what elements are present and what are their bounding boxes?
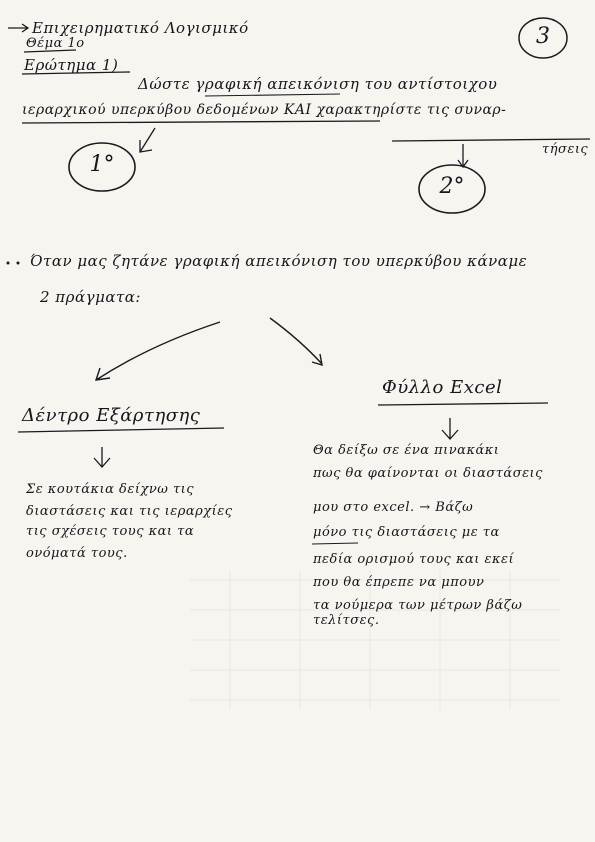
right-text-line-7: τα νούμερα των μέτρων βάζω — [313, 598, 523, 613]
arrow-to-marker2 — [458, 144, 468, 167]
question-line-3: τήσεις — [542, 142, 589, 157]
left-down-arrow — [94, 447, 110, 467]
arrow-to-marker1 — [140, 128, 155, 152]
question-line-2: ιεραρχικού υπερκύβου δεδομένων ΚΑΙ χαρακτηρίστε τις συναρ- — [22, 102, 507, 118]
right-text-line-2: πως θα φαίνονται οι διαστάσεις — [313, 466, 543, 481]
subject-arrow — [8, 24, 28, 32]
bullet-dot-1 — [7, 262, 10, 265]
only-underline — [312, 543, 358, 544]
marker-1: 1° — [89, 152, 115, 177]
left-text-line-3: τις σχέσεις τους και τα — [26, 524, 195, 539]
right-title-underline — [378, 403, 548, 405]
right-text-line-1: Θα δείξω σε ένα πινακάκι — [313, 443, 500, 458]
branch-right-title: Φύλλο Excel — [382, 377, 503, 398]
intro-line-1: Όταν μας ζητάνε γραφική απεικόνιση του υπερκύβου κάναμε — [30, 252, 528, 270]
line1-underline — [205, 94, 340, 96]
marker-2: 2° — [439, 174, 465, 199]
show-through-grid — [190, 570, 560, 710]
right-text-line-3: μου στο excel. → Βάζω — [313, 500, 474, 515]
bullet-dot-2 — [17, 262, 20, 265]
branch-left-title: Δέντρο Εξάρτησης — [22, 405, 201, 426]
left-text-line-4: ονόματά τους. — [26, 546, 128, 561]
left-title-underline — [18, 428, 224, 432]
right-text-line-8: τελίτσες. — [313, 613, 380, 628]
right-down-arrow — [442, 418, 458, 439]
subject-title: Επιχειρηματικό Λογισμικό — [32, 19, 249, 37]
question-line-1: Δώστε γραφική απεικόνιση του αντίστοιχου — [138, 75, 498, 93]
branch-arrow-right — [270, 318, 322, 365]
left-text-line-2: διαστάσεις και τις ιεραρχίες — [26, 504, 233, 519]
right-text-line-4: μόνο τις διαστάσεις με τα — [313, 525, 500, 540]
intro-line-2: 2 πράγματα: — [40, 288, 141, 306]
question-label: Ερώτημα 1) — [24, 56, 119, 74]
right-text-line-6: που θα έπρεπε να μπουν — [313, 575, 485, 590]
branch-arrow-left — [96, 322, 220, 380]
line2-right-underline — [392, 139, 590, 141]
topic-label: Θέμα 1ο — [26, 36, 85, 51]
left-text-line-1: Σε κουτάκια δείχνω τις — [26, 482, 195, 497]
page-number: 3 — [536, 24, 550, 49]
line2-underline — [22, 121, 380, 123]
right-text-line-5: πεδία ορισμού τους και εκεί — [313, 552, 515, 567]
